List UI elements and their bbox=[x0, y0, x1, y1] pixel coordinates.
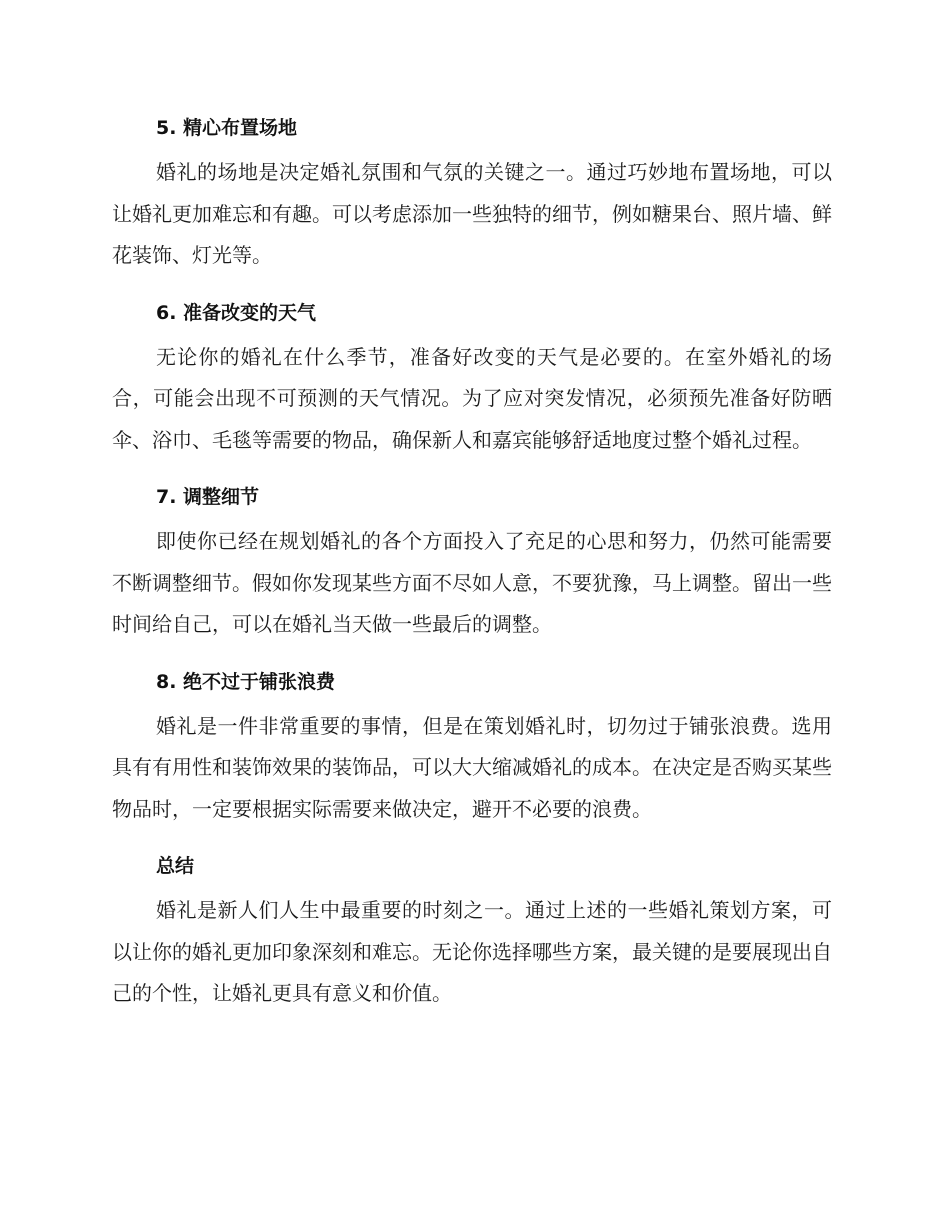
section-heading: 总结 bbox=[156, 855, 195, 877]
section-heading: 8. 绝不过于铺张浪费 bbox=[156, 670, 336, 693]
section-paragraph: 无论你的婚礼在什么季节，准备好改变的天气是必要的。在室外婚礼的场合，可能会出现不可预测的天气情况。为了应对突发情况，必须预先准备好防晒伞、浴巾、毛毯等需要的物品，确保新人和嘉宾能够舒适地度过整个婚礼过程。 bbox=[112, 344, 832, 452]
section-paragraph: 婚礼是一件非常重要的事情，但是在策划婚礼时，切勿过于铺张浪费。选用具有有用性和装饰效果的装饰品，可以大大缩减婚礼的成本。在决定是否购买某些物品时，一定要根据实际需要来做决定，避开不必要的浪费。 bbox=[112, 713, 832, 821]
section-paragraph: 婚礼是新人们人生中最重要的时刻之一。通过上述的一些婚礼策划方案，可以让你的婚礼更加印象深刻和难忘。无论你选择哪些方案，最关键的是要展现出自己的个性，让婚礼更具有意义和价值。 bbox=[112, 898, 832, 1005]
section-heading: 7. 调整细节 bbox=[156, 486, 260, 508]
section-weather-preparation bbox=[112, 293, 832, 462]
section-heading: 5. 精心布置场地 bbox=[156, 117, 298, 139]
section-paragraph: 婚礼的场地是决定婚礼氛围和气氛的关键之一。通过巧妙地布置场地，可以让婚礼更加难忘和有趣。可以考虑添加一些独特的细节，例如糖果台、照片墙、鲜花装饰、灯光等。 bbox=[112, 160, 832, 267]
section-heading: 6. 准备改变的天气 bbox=[156, 301, 317, 324]
section-avoid-waste bbox=[112, 662, 832, 831]
section-venue-decoration bbox=[112, 108, 832, 277]
section-summary bbox=[112, 846, 832, 1015]
section-paragraph: 即使你已经在规划婚礼的各个方面投入了充足的心思和努力，仍然可能需要不断调整细节。假如你发现某些方面不尽如人意，不要犹豫，马上调整。留出一些时间给自己，可以在婚礼当天做一些最后的调整。 bbox=[112, 529, 832, 636]
section-adjust-details bbox=[112, 477, 832, 646]
